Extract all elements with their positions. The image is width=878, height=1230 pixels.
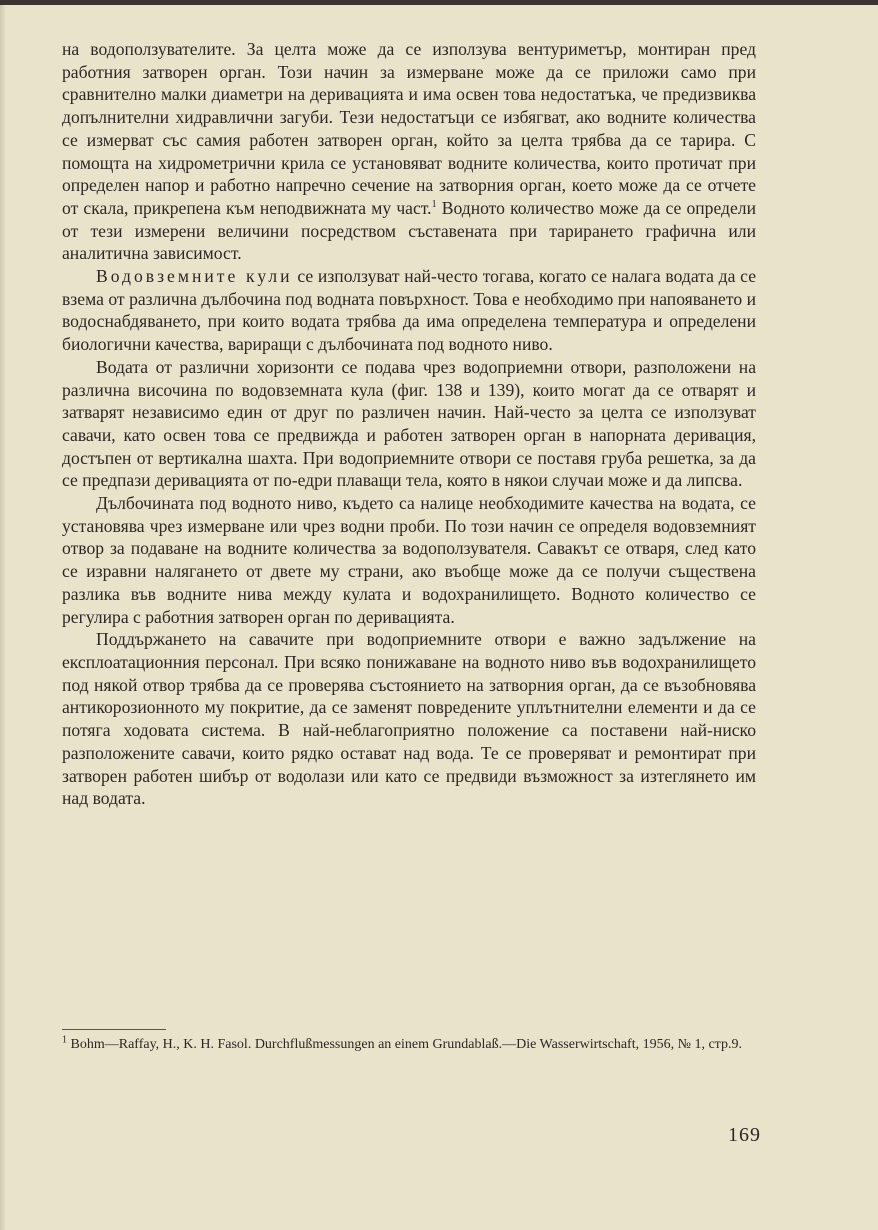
paragraph-1-text: на водоползувателите. За целта може да се използува вентуриметър, монтиран пред работния затворен орган. Този начин за измерване може да се приложи само при сравнително малки диаметри на деривацията и има освен това недостатъка, че предизвиква допълнителни хидравлични загуби. Тези недостатъци се избягват, ако водните количества се измерват със самия работен затворен орган, който за целта трябва да се тарира. С помощта на хидрометрични крила се установяват водните количества, които протичат при определен напор и работно напречно сечение на затворния орган, което може да се отчете от скала, прикрепена към неподвижната му част.	[62, 39, 756, 218]
paragraph-2-lead: Водовземните кули	[96, 266, 293, 287]
paragraph-4: Дълбочината под водното ниво, където са налице необходимите качества на водата, се установява чрез измерване или чрез водни проби. По този начин се определя водовземният отвор за подаване на водните количества за водоползувателя. Савакът се отваря, след като се изравни налягането от двете му страни, ако въобще може да се получи съществена разлика във водните нива между кулата и водохранилището. Водното количество се регулира с работния затворен орган по деривацията.	[62, 493, 756, 627]
paragraph-3: Водата от различни хоризонти се подава чрез водоприемни отвори, разположени на различна височина по водовземната кула (фиг. 138 и 139), които могат да се отварят и затварят независимо един от друг по различен начин. Най-често за целта се използуват савачи, като освен това се предвижда и работен затворен орган в напорната деривация, достъпен от вертикална шахта. При водоприемните отвори се поставя груба решетка, за да се предпази деривацията от по-едри плаващи тела, която в някои случаи може и да липсва.	[62, 356, 756, 491]
page-top-edge	[0, 0, 878, 5]
footnote-divider	[62, 1029, 166, 1030]
footnote-mark: 1	[62, 1034, 67, 1046]
footnote	[62, 1035, 756, 1055]
footnote-reference: 1	[431, 199, 437, 211]
footnote-text: Bohm—Raffay, H., K. H. Fasol. Durchflußmessungen an einem Grundablaß.—Die Wasserwirtschaft, 1956, № 1, стр.9.	[70, 1037, 742, 1052]
page-left-edge	[0, 5, 6, 1230]
paragraph-1	[62, 38, 756, 265]
page-number: 169	[728, 1124, 761, 1146]
paragraph-2-text: се използуват най-често тогава, когато се налага водата да се взема от различна дълбочина под водната повърхност. Това е необходимо при напояването и водоснабдяването, при които водата трябва да има определена температура и определени биологични качества, вариращи с дълбочината под водното ниво.	[62, 266, 756, 355]
paragraph-1-text-cont: Водното количество може да се определи от тези измерени величини посредством съставената при тарирането графична или аналитична зависимост.	[62, 197, 756, 264]
paragraph-2	[62, 265, 756, 356]
page-body	[62, 38, 756, 810]
paragraph-5: Поддържането на савачите при водоприемните отвори е важно задължение на експлоатационния персонал. При всяко понижаване на водното ниво във водохранилището под някой отвор трябва да се проверява състоянието на затворния орган, да се възобновява антикорозионното му покритие, да се заменят повредените уплътнителни елементи и да се потяга ходовата система. В най-неблагоприятно положение са поставени най-ниско разположените савачи, които рядко остават над вода. Те се проверяват и ремонтират при затворен работен шибър от водолази или като се предвиди възможност за изтеглянето им над водата.	[62, 629, 756, 809]
